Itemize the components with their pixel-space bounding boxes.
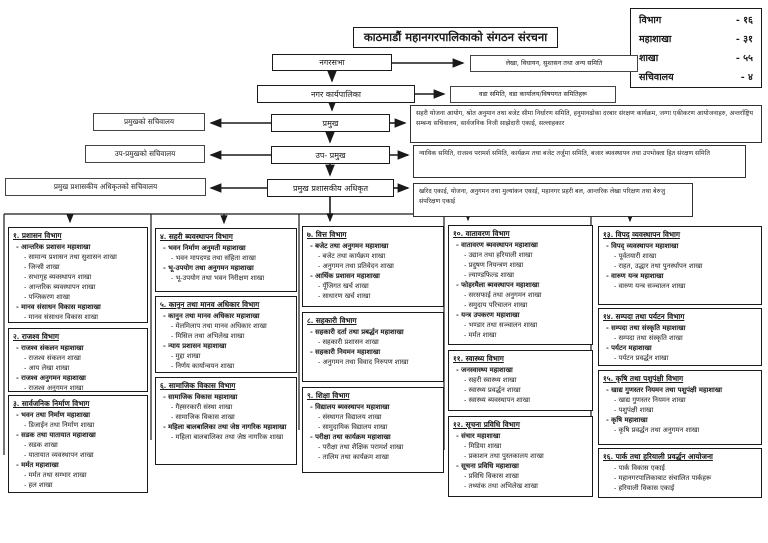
shakha-line: - तथ्यांक तथा अभिलेख शाखा bbox=[464, 482, 538, 490]
mahashakha-line: - कृषि महाशाखा bbox=[606, 416, 648, 424]
mahashakha-line: - न्याय प्रशासन महाशाखा bbox=[163, 342, 227, 350]
mahashakha-line: - फोहरमैला ब्यवस्थापन महाशाखा bbox=[456, 281, 540, 289]
dept-lines bbox=[307, 241, 440, 301]
shakha-line: - पार्क विकास एकाई bbox=[614, 464, 665, 472]
shakha-line: - मेलमिलाप तथा मानव अधिकार शाखा bbox=[171, 322, 267, 330]
mahashakha-line: - कानुन तथा मानव अधिकार महाशाखा bbox=[163, 312, 260, 320]
stat-value: - ३१ bbox=[735, 34, 753, 45]
shakha-line: - मर्मत शाखा bbox=[464, 331, 497, 339]
stat-label: सचिवालय bbox=[639, 72, 674, 83]
shakha-line: - सामान्य प्रशासन तथा सुशासन शाखा bbox=[24, 253, 117, 261]
shakha-line: - राजश्व अनुगमन शाखा bbox=[24, 384, 84, 392]
dept-lines bbox=[453, 365, 589, 405]
shakha-line: - सामुदायिक विद्यालय शाखा bbox=[318, 423, 388, 431]
mayor-units-box: सहरी योजना आयोग, श्रोत अनुमान तथा बजेट सीमा निर्धारण समिति, हनुमानढोका दरबार संरक्षण कार्यक्रम, जग्गा एकीकरण आयोजनाहरु, अन्तर्राष्ट्रिय सम्बन्ध सचिवालय, सार्वजनिक निजी साझेदारी एकाई, सल्लाहकार bbox=[410, 105, 762, 143]
ward-committees-box: वडा समिति, वडा कार्यालय/विषयगत समितिहरू bbox=[450, 86, 616, 103]
municipal-assembly-box: नगरसभा bbox=[272, 54, 392, 71]
stat-row bbox=[639, 13, 753, 26]
dept-title: ११. स्वास्थ्य विभाग bbox=[453, 354, 504, 363]
shakha-line: - पूँजिगत खर्च शाखा bbox=[318, 282, 369, 290]
shakha-line: - महिला बालबालिका तथा जेष्ठ नागरिक शाखा bbox=[171, 433, 284, 441]
mahashakha-line: - सामाजिक विकास महाशाखा bbox=[163, 393, 238, 401]
mahashakha-line: - महिला बालबालिका तथा जेष्ठ नागरिक महाशाखा bbox=[163, 423, 287, 431]
dept-title: ३. सार्वजनिक निर्माण विभाग bbox=[13, 399, 90, 408]
shakha-line: - सामाजिक विकास शाखा bbox=[171, 413, 235, 421]
dept-title: ५. कानुन तथा मानव अधिकार विभाग bbox=[160, 300, 260, 309]
dept-box-16 bbox=[598, 448, 762, 498]
stats-box bbox=[630, 8, 762, 88]
dept-title: १५. कृषि तथा पशुपंक्षी विभाग bbox=[603, 374, 684, 383]
mahashakha-line: - विद्यालय ब्यवस्थापन महाशाखा bbox=[310, 403, 390, 411]
shakha-line: - मिडिया शाखा bbox=[464, 442, 502, 450]
shakha-line: - सभागृह ब्यवस्थापन शाखा bbox=[24, 273, 92, 281]
shakha-line: - कृषि प्रवर्द्धन तथा अनुगमन शाखा bbox=[614, 426, 700, 434]
dept-lines bbox=[603, 463, 758, 493]
shakha-line: - पन्जिकरण शाखा bbox=[24, 293, 70, 301]
dept-box-7 bbox=[302, 226, 444, 307]
mahashakha-line: - मर्मत महाशाखा bbox=[16, 461, 59, 469]
dept-box-5 bbox=[155, 296, 297, 373]
dept-lines bbox=[13, 242, 144, 322]
mahashakha-line: - यन्त्र उपकरण महाशाखा bbox=[456, 311, 520, 319]
dept-box-11 bbox=[448, 350, 593, 411]
mahashakha-line: - आन्तरिक प्रशासन महाशाखा bbox=[16, 243, 91, 251]
shakha-line: - उद्यान तथा हरियाली शाखा bbox=[464, 251, 533, 259]
shakha-line: - साधारण खर्च शाखा bbox=[318, 292, 371, 300]
chief-admin-officer-box: प्रमुख प्रशासकीय अधिकृत bbox=[267, 179, 394, 197]
dept-title: १४. सम्पदा तथा पर्यटन विभाग bbox=[603, 312, 685, 321]
shakha-line: - राहत, उद्धार तथा पुनर्स्थापन शाखा bbox=[614, 262, 703, 270]
mayor-box: प्रमुख bbox=[271, 114, 390, 132]
mahashakha-line: - सहकारी नियमन महाशाखा bbox=[310, 348, 381, 356]
stat-label: शाखा bbox=[639, 53, 659, 64]
shakha-line: - स्वास्थ्य प्रवर्द्धन शाखा bbox=[464, 386, 521, 394]
stat-value: - १६ bbox=[735, 15, 753, 26]
dept-lines bbox=[453, 431, 589, 491]
shakha-line: - भण्डार तथा सञ्चालन शाखा bbox=[464, 321, 538, 329]
shakha-line: - पूर्वतयारी शाखा bbox=[614, 252, 657, 260]
dept-lines bbox=[160, 243, 293, 283]
mahashakha-line: - जनस्वास्थ्य महाशाखा bbox=[456, 366, 513, 374]
shakha-line: - वारुण यन्त्र सञ्चालन शाखा bbox=[614, 282, 686, 290]
dept-title: ६. सामाजिक विकास विभाग bbox=[160, 381, 236, 390]
shakha-line: - जिन्सी शाखा bbox=[24, 263, 60, 271]
page-title: काठमाडौं महानगरपालिकाको संगठन संरचना bbox=[353, 27, 558, 48]
dept-lines bbox=[13, 343, 144, 393]
dept-box-3 bbox=[8, 395, 148, 493]
shakha-line: - पर्यटन प्रवर्द्धन शाखा bbox=[614, 354, 669, 362]
cao-secretariat-box: प्रमुख प्रशासकीय अधिकृतको सचिवालय bbox=[5, 178, 206, 196]
shakha-line: - हल शाखा bbox=[24, 481, 53, 489]
shakha-line: - सहकारी प्रशासन शाखा bbox=[318, 338, 379, 346]
dept-box-12 bbox=[448, 416, 593, 497]
mahashakha-line: - सहकारी दर्ता तथा प्रबर्द्धन महाशाखा bbox=[310, 328, 404, 336]
stat-row bbox=[639, 32, 753, 45]
dept-lines bbox=[603, 385, 758, 435]
dept-box-8 bbox=[302, 312, 444, 382]
dept-box-2 bbox=[8, 328, 148, 392]
dept-lines bbox=[160, 392, 293, 442]
shakha-line: - आय लेखा शाखा bbox=[24, 364, 70, 372]
shakha-line: - अनुगमन तथा विवाद निरुपण शाखा bbox=[318, 358, 409, 366]
mahashakha-line: - राजश्व संकलन महाशाखा bbox=[16, 344, 84, 352]
dept-box-6 bbox=[155, 377, 297, 465]
shakha-line: - महानगरपालिकाबाट संचालित पार्कहरू bbox=[614, 474, 712, 482]
dept-box-1 bbox=[8, 227, 148, 323]
dept-box-14 bbox=[598, 308, 762, 366]
municipal-executive-box: नगर कार्यपालिका bbox=[257, 85, 415, 103]
dept-lines bbox=[453, 240, 589, 340]
shakha-line: - बजेट तथा कार्यक्रम शाखा bbox=[318, 252, 386, 260]
dept-box-15 bbox=[598, 370, 762, 445]
dept-title: ८. सहकारी विभाग bbox=[307, 316, 357, 325]
mahashakha-line: - परीक्षा तथा कार्यक्रम महाशाखा bbox=[310, 433, 391, 441]
stat-value: - ४ bbox=[740, 72, 753, 83]
dept-title: १६. पार्क तथा हरियाली प्रवर्द्धन आयोजना bbox=[603, 452, 713, 461]
stat-row bbox=[639, 51, 753, 64]
dept-lines bbox=[160, 311, 293, 371]
dept-box-9 bbox=[302, 387, 444, 473]
mahashakha-line: - भवन निर्माण अनुमती महाशाखा bbox=[163, 244, 246, 252]
deputy-mayor-box: उप- प्रमुख bbox=[271, 146, 390, 164]
deputy-mayor-secretariat-box: उप-प्रमुखको सचिवालय bbox=[85, 145, 205, 163]
dept-title: १३. विपद् व्यवस्थापन विभाग bbox=[603, 230, 681, 239]
shakha-line: - मर्मत तथा सम्भार शाखा bbox=[24, 471, 87, 479]
shakha-line: - अनुगमन तथा प्रतिवेदन शाखा bbox=[318, 262, 394, 270]
dept-title: ७. वित्त विभाग bbox=[307, 230, 347, 239]
shakha-line: - राजश्व संकलन शाखा bbox=[24, 354, 81, 362]
shakha-line: - खाद्य गुणस्तर नियमन शाखा bbox=[614, 396, 686, 404]
dept-box-13 bbox=[598, 226, 762, 305]
shakha-line: - सहरी स्वास्थ्य शाखा bbox=[464, 376, 517, 384]
mahashakha-line: - भवन तथा निर्माण महाशाखा bbox=[16, 411, 91, 419]
stat-label: विभाग bbox=[639, 15, 662, 26]
deputy-mayor-units-box: न्यायिक समिति, राजश्व परामर्श समिति, कार्यक्रम तथा बजेट तर्जुमा समिति, बजार ब्यवस्थापन तथा उपभोक्ता हित संरक्षण समिति bbox=[413, 145, 746, 178]
shakha-line: - भू-उपयोग तथा भवन निरीक्षण शाखा bbox=[171, 274, 265, 282]
dept-title: १. प्रशासन विभाग bbox=[13, 231, 62, 240]
shakha-line: - सडक शाखा bbox=[24, 441, 58, 449]
shakha-line: - प्रदुषण नियन्त्रण शाखा bbox=[464, 261, 524, 269]
dept-lines bbox=[603, 323, 758, 363]
shakha-line: - मिसिल तथा अभिलेख शाखा bbox=[171, 332, 245, 340]
dept-lines bbox=[13, 410, 144, 490]
shakha-line: - हरियाली विकास एकाई bbox=[614, 484, 675, 492]
shakha-line: - गैह्सरकारी संस्था शाखा bbox=[171, 403, 233, 411]
dept-lines bbox=[307, 402, 440, 462]
shakha-line: - संस्थागत विद्यालय शाखा bbox=[318, 413, 382, 421]
mahashakha-line: - पर्यटन महाशाखा bbox=[606, 344, 652, 352]
shakha-line: - तालिम तथा कार्यक्रम शाखा bbox=[318, 453, 389, 461]
mahashakha-line: - सूचना प्रविधि महाशाखा bbox=[456, 462, 519, 470]
dept-lines bbox=[603, 241, 758, 291]
shakha-line: - निर्णय कार्यान्वयन शाखा bbox=[171, 362, 235, 370]
mahashakha-line: - राजश्व अनुगमन महाशाखा bbox=[16, 374, 86, 382]
stat-label: महाशाखा bbox=[639, 34, 672, 45]
shakha-line: - सम्पदा तथा संस्कृति शाखा bbox=[614, 334, 683, 342]
shakha-line: - डिजाईन तथा निर्माण शाखा bbox=[24, 421, 95, 429]
shakha-line: - भवन मापदण्ड तथा संहिता शाखा bbox=[171, 254, 256, 262]
dept-title: १०. वातावरण विभाग bbox=[453, 229, 510, 238]
mahashakha-line: - भू-उपयोग तथा अनुगमन महाशाखा bbox=[163, 264, 254, 272]
dept-title: १२. सूचना प्रविधि विभाग bbox=[453, 420, 520, 429]
shakha-line: - मुद्दा शाखा bbox=[171, 352, 201, 360]
dept-box-10 bbox=[448, 225, 593, 345]
dept-title: ९. शिक्षा विभाग bbox=[307, 391, 350, 400]
shakha-line: - ल्याण्डफिल्ड शाखा bbox=[464, 271, 515, 279]
shakha-line: - परीक्षा तथा शैक्षिक परामर्श शाखा bbox=[318, 443, 404, 451]
mahashakha-line: - सडक तथा यातायात महाशाखा bbox=[16, 431, 96, 439]
shakha-line: - पशुपंक्षी शाखा bbox=[614, 406, 654, 414]
mahashakha-line: - आर्थिक प्रशासन महाशाखा bbox=[310, 272, 380, 280]
shakha-line: - प्रकाशन तथा पुस्तकालय शाखा bbox=[464, 452, 544, 460]
dept-title: २. राजश्व विभाग bbox=[13, 332, 59, 341]
stat-row bbox=[639, 70, 753, 83]
mayor-secretariat-box: प्रमुखको सचिवालय bbox=[93, 113, 205, 131]
mahashakha-line: - खाद्य गुणस्तर नियमन तथा पशुपंक्षी महाशाखा bbox=[606, 386, 723, 394]
dept-box-4 bbox=[155, 228, 297, 292]
mahashakha-line: - मानव संसाधन विकास महाशाखा bbox=[16, 303, 101, 311]
dept-lines bbox=[307, 327, 440, 367]
dept-title: ४. सहरी ब्यवस्थापन विभाग bbox=[160, 232, 233, 241]
shakha-line: - आन्तरिक ब्यवस्थापन शाखा bbox=[24, 283, 96, 291]
shakha-line: - समुदाय परिचालन शाखा bbox=[464, 301, 528, 309]
mahashakha-line: - संचार महाशाखा bbox=[456, 432, 501, 440]
mahashakha-line: - विपद् व्यवस्थापन महाशाखा bbox=[606, 242, 679, 250]
shakha-line: - यातायात व्यवस्थापन शाखा bbox=[24, 451, 94, 459]
mahashakha-line: - वारुण यन्त्र महाशाखा bbox=[606, 272, 664, 280]
assembly-committees-box: लेखा, विधायन, सुशासन तथा अन्य समिति bbox=[470, 55, 638, 72]
shakha-line: - प्रविधि विकास शाखा bbox=[464, 472, 519, 480]
cao-units-box: खरिद एकाई, योजना, अनुगमन तथा मुल्यांकन एकाई, महानगर प्रहरी बल, आन्तरिक लेखा परिक्षण तथा बेरुजु संपरिक्षण एकाई bbox=[413, 183, 693, 217]
mahashakha-line: - वातावरण ब्यवस्थापन महाशाखा bbox=[456, 241, 538, 249]
mahashakha-line: - सम्पदा तथा संस्कृति महाशाखा bbox=[606, 324, 686, 332]
stat-value: - ५५ bbox=[735, 53, 753, 64]
shakha-line: - मानव संसाधन विकास शाखा bbox=[24, 313, 99, 321]
shakha-line: - स्वास्थ्य ब्यवस्थापन शाखा bbox=[464, 396, 530, 404]
shakha-line: - सरसफाई तथा अनुगमन शाखा bbox=[464, 291, 542, 299]
mahashakha-line: - बजेट तथा अनुगमन महाशाखा bbox=[310, 242, 389, 250]
